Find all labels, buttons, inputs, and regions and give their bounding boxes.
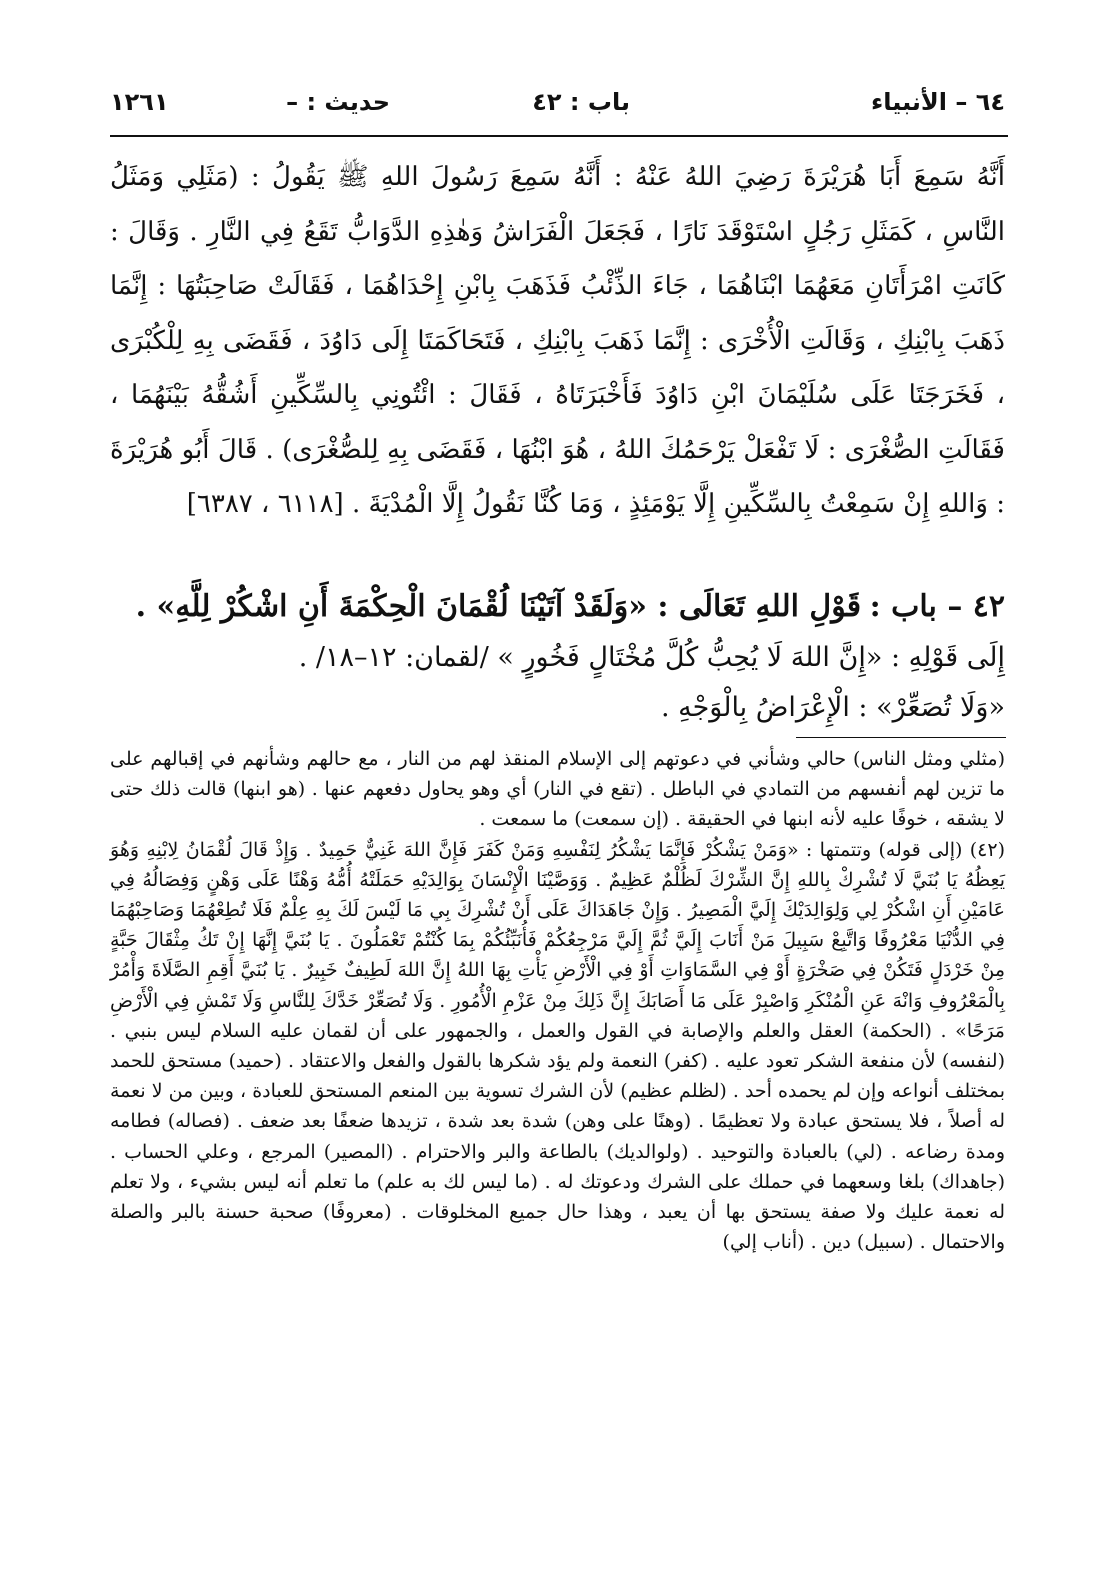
chapter-verse-range: إِلَى قَوْلِهِ : «إِنَّ اللهَ لَا يُحِبُّ كُلَّ مُخْتَالٍ فَخُورٍ » /لقمان: ١٢–١٨/ . xyxy=(298,642,1005,673)
footnote-paragraph: (مثلي ومثل الناس) حالي وشأني في دعوتهم إلى الإسلام المنقذ لهم من النار ، مع حالهم وشأنهم في إقبالهم على ما تزين لهم أنفسهم من التمادي في الباطل . (تقع في النار) أي وهو يحاول دفعهم عنها . (هو ابنها) قالت ذلك حتى لا يشقه ، خوفًا عليه لأنه ابنها في الحقيقة . (إن سمعت) ما سمعت . xyxy=(110,748,1005,831)
chapter-section xyxy=(110,582,1005,733)
footnote-separator xyxy=(796,737,1006,738)
page-number: ١٢٦١ xyxy=(110,88,169,116)
running-header xyxy=(110,88,1005,128)
footnote-paragraph: (٤٢) (إلى قوله) وتتمتها : «وَمَنْ يَشْكُرْ فَإِنَّمَا يَشْكُرُ لِنَفْسِهِ وَمَنْ كَفَرَ فَإِنَّ اللهَ غَنِيٌّ حَمِيدٌ . وَإِذْ قَالَ لُقْمَانُ لِابْنِهِ وَهُوَ يَعِظُهُ يَا بُنَيَّ لَا تُشْرِكْ بِاللهِ إِنَّ الشِّرْكَ لَظُلْمٌ عَظِيمٌ . وَوَصَّيْنَا الْإِنْسَانَ بِوَالِدَيْهِ حَمَلَتْهُ أُمُّهُ وَهْنًا عَلَى وَهْنٍ وَفِصَالُهُ فِي عَامَيْنِ أَنِ اشْكُرْ لِي وَلِوَالِدَيْكَ إِلَيَّ الْمَصِيرُ . وَإِنْ جَاهَدَاكَ عَلَى أَنْ تُشْرِكَ بِي مَا لَيْسَ لَكَ بِهِ عِلْمٌ فَلَا تُطِعْهُمَا وَصَاحِبْهُمَا فِي الدُّنْيَا مَعْرُوفًا وَاتَّبِعْ سَبِيلَ مَنْ أَنَابَ إِلَيَّ ثُمَّ إِلَيَّ مَرْجِعُكُمْ فَأُنَبِّئُكُمْ بِمَا كُنْتُمْ تَعْمَلُونَ . يَا بُنَيَّ إِنَّهَا إِنْ تَكُ مِثْقَالَ حَبَّةٍ مِنْ خَرْدَلٍ فَتَكُنْ فِي صَخْرَةٍ أَوْ فِي السَّمَاوَاتِ أَوْ فِي الْأَرْضِ يَأْتِ بِهَا اللهُ إِنَّ اللهَ لَطِيفٌ خَبِيرٌ . يَا بُنَيَّ أَقِمِ الصَّلَاةَ وَأْمُرْ بِالْمَعْرُوفِ وَانْهَ عَنِ الْمُنْكَرِ وَاصْبِرْ عَلَى مَا أَصَابَكَ إِنَّ ذَلِكَ مِنْ عَزْمِ الْأُمُورِ . وَلَا تُصَعِّرْ خَدَّكَ لِلنَّاسِ وَلَا تَمْشِ فِي الْأَرْضِ مَرَحًا» . (الحكمة) العقل والعلم والإصابة في القول والعمل ، والجمهور على أن لقمان عليه السلام ليس بنبي . (لنفسه) لأن منفعة الشكر تعود عليه . (كفر) النعمة ولم يؤد شكرها بالقول والفعل والاعتقاد . (حميد) مستحق للحمد بمختلف أنواعه وإن لم يحمده أحد . (لظلم عظيم) لأن الشرك تسوية بين المنعم المستحق للعبادة ، وبين من لا نعمة له أصلاً ، فلا يستحق عبادة ولا تعظيمًا . (وهنًا على وهن) شدة بعد شدة ، تزيدها ضعفًا بعد ضعف . (فصاله) فطامه ومدة رضاعه . (لي) بالعبادة والتوحيد . (ولوالديك) بالطاعة والبر والاحترام . (المصير) المرجع ، وعلي الحساب . (جاهداك) بلغا وسعهما في حملك على الشرك ودعوتك له . (ما ليس لك به علم) ما تعلم أنه ليس بشيء ، ولا تعلم له نعمة عليك ولا صفة يستحق بها أن يعبد ، وهذا حال جميع المخلوقات . (معروفًا) صحبة حسنة بالبر والصلة والاحتمال . (سبيل) دين . (أناب إلي) xyxy=(110,838,1006,1254)
header-hadith-number: حديث : – xyxy=(286,88,390,116)
hadith-paragraph: أَنَّهُ سَمِعَ أَبَا هُرَيْرَةَ رَضِيَ اللهُ عَنْهُ : أَنَّهُ سَمِعَ رَسُولَ اللهِ ﷺ يَقُولُ : (مَثَلِي وَمَثَلُ النَّاسِ ، كَمَثَلِ رَجُلٍ اسْتَوْقَدَ نَارًا ، فَجَعَلَ الْفَرَاشُ وَهٰذِهِ الدَّوَابُّ تَقَعُ فِي النَّارِ . وَقَالَ : كَانَتِ امْرَأَتَانِ مَعَهُمَا ابْنَاهُمَا ، جَاءَ الذِّئْبُ فَذَهَبَ بِابْنِ إِحْدَاهُمَا ، فَقَالَتْ صَاحِبَتُهَا : إِنَّمَا ذَهَبَ بِابْنِكِ ، وَقَالَتِ الْأُخْرَى : إِنَّمَا ذَهَبَ بِابْنِكِ ، فَتَحَاكَمَتَا إِلَى دَاوُدَ ، فَقَضَى بِهِ لِلْكُبْرَى ، فَخَرَجَتَا عَلَى سُلَيْمَانَ ابْنِ دَاوُدَ فَأَخْبَرَتَاهُ ، فَقَالَ : ائْتُونِي بِالسِّكِّينِ أَشُقُّهُ بَيْنَهُمَا ، فَقَالَتِ الصُّغْرَى : لَا تَفْعَلْ يَرْحَمُكَ اللهُ ، هُوَ ابْنُهَا ، فَقَضَى بِهِ لِلصُّغْرَى) . قَالَ أَبُو هُرَيْرَةَ : وَاللهِ إِنْ سَمِعْتُ بِالسِّكِّينِ إِلَّا يَوْمَئِذٍ ، وَمَا كُنَّا نَقُولُ إِلَّا الْمُدْيَةَ . [٦١١٨ ، ٦٣٨٧] xyxy=(110,162,1005,519)
header-rule xyxy=(110,135,1008,137)
chapter-word-gloss: «وَلَا تُصَعِّرْ» : الْإِعْرَاضُ بِالْوَجْهِ . xyxy=(660,692,1005,723)
hadith-body xyxy=(110,150,1005,532)
chapter-heading-title: قَوْلِ اللهِ تَعَالَى : «وَلَقَدْ آتَيْنَا لُقْمَانَ الْحِكْمَةَ أَنِ اشْكُرْ لِلَّهِ» . xyxy=(135,589,862,624)
chapter-heading xyxy=(110,582,1005,633)
header-chapter-number: باب : ٤٢ xyxy=(532,88,630,116)
footnotes xyxy=(110,744,1005,1257)
chapter-heading-number: ٤٢ – باب : xyxy=(869,589,1005,624)
header-section-title: ٦٤ – الأنبياء xyxy=(871,88,1005,116)
